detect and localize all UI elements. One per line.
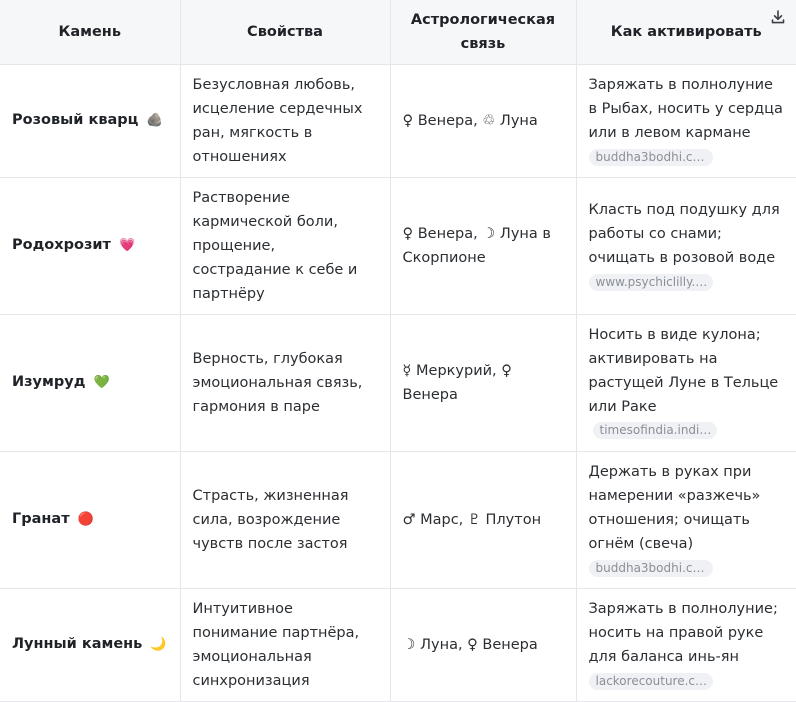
stone-name: Гранат (12, 511, 70, 527)
table-row (0, 588, 796, 701)
column-header-activation: Как активировать (576, 0, 796, 64)
stone-cell (0, 177, 180, 314)
header-row (0, 0, 796, 64)
column-header-astrology: Астрологическая связь (390, 0, 576, 64)
table-row (0, 64, 796, 177)
activation-cell (576, 177, 796, 314)
red-circle-icon: 🔴 (77, 512, 94, 527)
activation-cell (576, 64, 796, 177)
rock-icon: 🪨 (146, 113, 163, 128)
green-heart-icon: 💚 (93, 375, 110, 390)
activation-text: Держать в руках при намерении «разжечь» отношения; очищать огнём (свеча) (588, 463, 761, 552)
properties-cell: Интуитивное понимание партнёра, эмоциональная синхронизация (180, 588, 390, 701)
astrology-cell: ☽ Луна, ♀ Венера (390, 588, 576, 701)
astrology-cell: ♂ Марс, ♇ Плутон (390, 451, 576, 588)
column-header-properties: Свойства (180, 0, 390, 64)
astrology-cell: ♀ Венера, ♲ Луна (390, 64, 576, 177)
table-row (0, 177, 796, 314)
astrology-cell: ♀ Венера, ☽ Луна в Скорпионе (390, 177, 576, 314)
activation-cell (576, 451, 796, 588)
source-chip[interactable]: timesofindia.indi… (593, 422, 717, 439)
stone-name: Розовый кварц (12, 112, 139, 128)
properties-cell: Растворение кармической боли, прощение, сострадание к себе и партнёру (180, 177, 390, 314)
stone-cell (0, 314, 180, 451)
properties-cell: Страсть, жизненная сила, возрождение чувств после застоя (180, 451, 390, 588)
source-chip[interactable]: buddha3bodhi.c… (589, 149, 713, 166)
table-header (0, 0, 796, 64)
source-chip[interactable]: lackorecouture.c… (589, 673, 713, 690)
table-body (0, 64, 796, 701)
activation-cell (576, 588, 796, 701)
column-header-stone: Камень (0, 0, 180, 64)
stone-name: Лунный камень (12, 636, 143, 652)
activation-text: Заряжать в полнолуние; носить на правой руке для баланса инь-ян (588, 600, 778, 665)
stone-cell (0, 64, 180, 177)
stone-name: Родохрозит (12, 237, 111, 253)
stone-cell (0, 588, 180, 701)
activation-text: Заряжать в полнолуние в Рыбах, носить у сердца или в левом кармане (588, 76, 783, 141)
download-icon[interactable] (770, 9, 786, 25)
activation-cell (576, 314, 796, 451)
stone-name: Изумруд (12, 374, 86, 390)
table-row (0, 314, 796, 451)
activation-text: Носить в виде кулона; активировать на растущей Луне в Тельце или Раке (588, 326, 779, 415)
astrology-cell: ☿ Меркурий, ♀ Венера (390, 314, 576, 451)
table-row (0, 451, 796, 588)
source-chip[interactable]: buddha3bodhi.c… (589, 560, 713, 577)
properties-cell: Верность, глубокая эмоциональная связь, гармония в паре (180, 314, 390, 451)
heart-icon: 💗 (119, 238, 136, 253)
moon-icon: 🌙 (150, 637, 167, 652)
stone-cell (0, 451, 180, 588)
activation-text: Класть под подушку для работы со снами; очищать в розовой воде (588, 201, 780, 266)
source-chip[interactable]: www.psychiclilly.… (589, 274, 713, 291)
properties-cell: Безусловная любовь, исцеление сердечных ран, мягкость в отношениях (180, 64, 390, 177)
